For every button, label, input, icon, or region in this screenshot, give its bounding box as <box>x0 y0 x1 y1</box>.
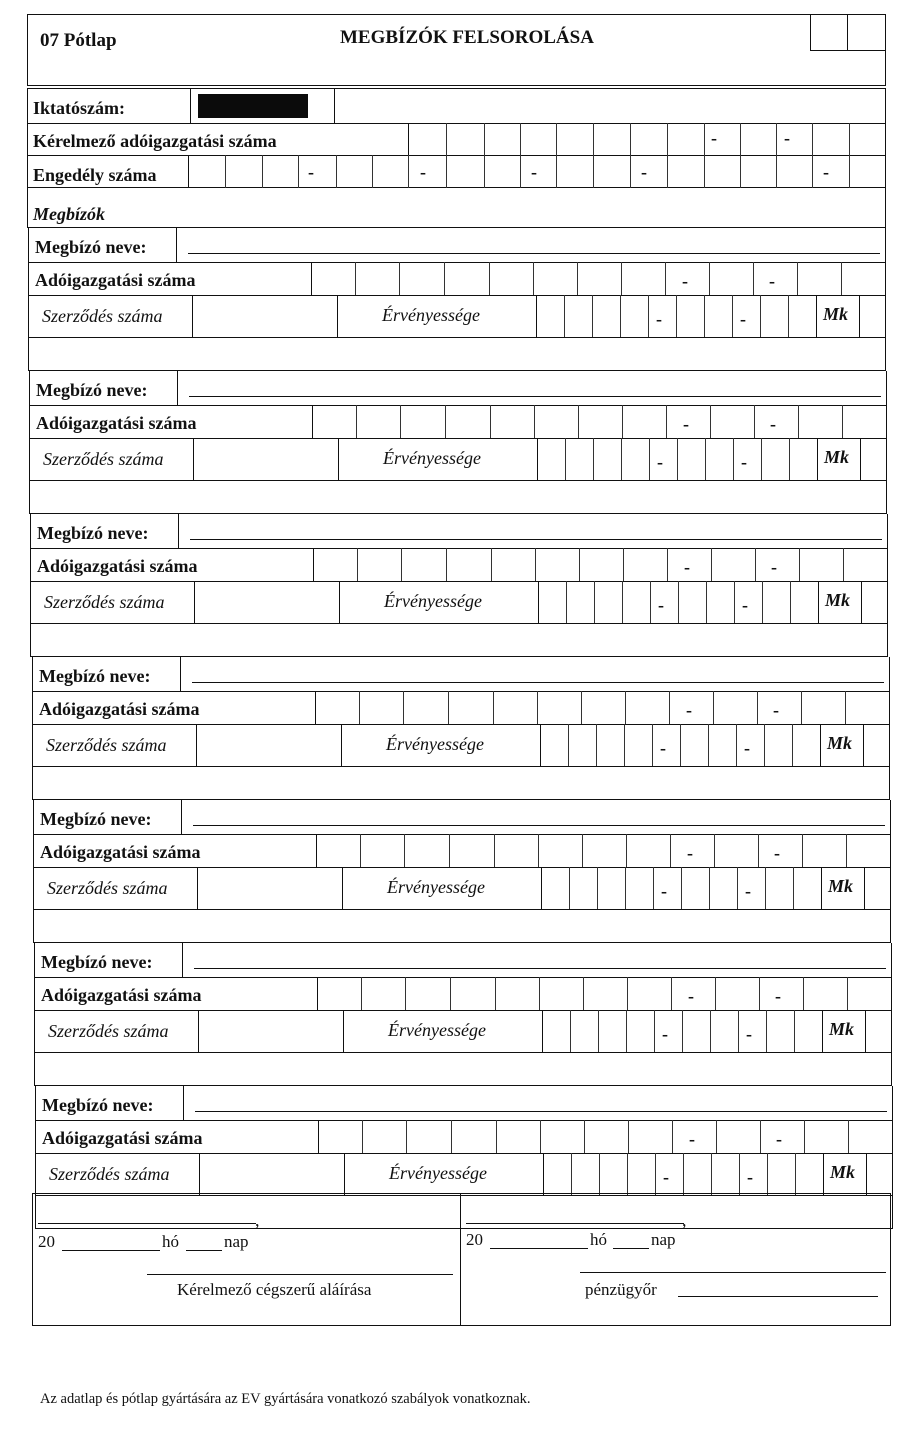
separator-dash: - <box>771 557 777 577</box>
cell-divider <box>820 724 821 766</box>
separator-dash: - <box>308 162 314 182</box>
separator-dash: - <box>662 1024 668 1044</box>
separator-dash: - <box>776 1129 782 1149</box>
separator-dash: - <box>686 700 692 720</box>
row-line <box>33 909 891 910</box>
principal-name-label: Megbízó neve: <box>42 1095 154 1115</box>
digit-divider <box>776 123 777 155</box>
separator-dash: - <box>770 414 776 434</box>
footer-note: Az adatlap és pótlap gyártására az EV gyártására vonatkozó szabályok vonatkoznak. <box>40 1391 531 1407</box>
officer-signature-line[interactable] <box>678 1296 878 1297</box>
separator-dash: - <box>689 1129 695 1149</box>
separator-dash: - <box>683 414 689 434</box>
tax-number-field[interactable] <box>312 263 884 294</box>
digit-divider <box>484 123 485 155</box>
header-code-box-1[interactable] <box>811 15 846 49</box>
left-month-field[interactable] <box>62 1250 160 1251</box>
form-title: MEGBÍZÓK FELSOROLÁSA <box>340 27 594 48</box>
principal-name-label: Megbízó neve: <box>35 237 147 257</box>
separator-dash: - <box>687 843 693 863</box>
row-line <box>34 1052 892 1053</box>
applicant-signature-caption: Kérelmező cégszerű aláírása <box>177 1280 372 1299</box>
mk-field[interactable] <box>860 296 884 336</box>
separator-dash: - <box>688 986 694 1006</box>
separator-dash: - <box>775 986 781 1006</box>
digit-divider <box>520 123 521 155</box>
iktatoszam-field[interactable] <box>191 89 333 122</box>
cell-divider <box>339 581 340 623</box>
separator-dash: - <box>744 738 750 758</box>
principal-name-field[interactable] <box>189 396 881 397</box>
contract-number-field[interactable] <box>193 296 336 336</box>
validity-date-field[interactable] <box>543 1011 822 1051</box>
digit-divider <box>740 155 741 188</box>
row-line <box>27 123 886 124</box>
validity-date-field[interactable] <box>544 1154 823 1194</box>
principal-name-label: Megbízó neve: <box>41 952 153 972</box>
mk-field[interactable] <box>866 1011 890 1051</box>
principal-name-field[interactable] <box>190 539 882 540</box>
cell-divider <box>822 1010 823 1052</box>
right-day-field[interactable] <box>613 1248 649 1249</box>
digit-divider <box>704 123 705 155</box>
left-place-line <box>38 1223 256 1224</box>
contract-number-label: Szerződés száma <box>42 306 163 326</box>
cell-divider <box>180 657 181 691</box>
form-code: 07 Pótlap <box>40 30 117 51</box>
right-date-prefix: 20 <box>466 1230 483 1249</box>
tax-number-label: Adóigazgatási száma <box>36 413 197 433</box>
mk-label: Mk <box>829 1019 855 1039</box>
separator-dash: - <box>656 309 662 329</box>
digit-divider <box>520 155 521 188</box>
tax-number-field[interactable] <box>313 406 885 437</box>
signature-box <box>32 1193 891 1326</box>
separator-dash: - <box>823 162 829 182</box>
mk-label: Mk <box>824 447 850 467</box>
applicant-signature-line[interactable] <box>147 1274 453 1275</box>
digit-divider <box>556 123 557 155</box>
digit-divider <box>740 123 741 155</box>
validity-date-field[interactable] <box>539 582 818 622</box>
iktatoszam-label: Iktatószám: <box>33 98 125 118</box>
kerelmezo-label: Kérelmező adóigazgatási száma <box>33 131 277 151</box>
row-line <box>29 480 887 481</box>
left-date-prefix: 20 <box>38 1232 55 1251</box>
separator-dash: - <box>769 271 775 291</box>
cell-divider <box>337 295 338 337</box>
separator-dash: - <box>747 1167 753 1187</box>
cell-divider <box>338 438 339 480</box>
mk-label: Mk <box>830 1162 856 1182</box>
contract-number-label: Szerződés száma <box>43 449 164 469</box>
principal-name-field[interactable] <box>193 825 885 826</box>
cell-divider <box>178 514 179 548</box>
section-title: Megbízók <box>33 204 105 224</box>
separator-dash: - <box>742 595 748 615</box>
cell-divider <box>343 1010 344 1052</box>
validity-label: Érvényessége <box>387 877 485 897</box>
principal-name-label: Megbízó neve: <box>40 809 152 829</box>
cell-divider <box>177 371 178 405</box>
section-title-box <box>27 188 886 228</box>
tax-number-label: Adóigazgatási száma <box>35 270 196 290</box>
separator-dash: - <box>663 1167 669 1187</box>
validity-date-field[interactable] <box>538 439 817 479</box>
digit-divider <box>225 155 226 188</box>
mk-label: Mk <box>827 733 853 753</box>
mk-field[interactable] <box>861 439 885 479</box>
mk-field[interactable] <box>865 868 889 908</box>
cell-divider <box>176 228 177 262</box>
principal-name-label: Megbízó neve: <box>39 666 151 686</box>
separator-dash: - <box>641 162 647 182</box>
validity-label: Érvényessége <box>389 1163 487 1183</box>
cell-divider <box>342 867 343 909</box>
separator-dash: - <box>746 1024 752 1044</box>
row-line <box>32 766 890 767</box>
tax-number-label: Adóigazgatási száma <box>41 985 202 1005</box>
contract-number-label: Szerződés száma <box>49 1164 170 1184</box>
right-place-line <box>466 1223 684 1224</box>
digit-divider <box>556 155 557 188</box>
officer-stamp-line[interactable] <box>580 1272 886 1273</box>
cell-divider <box>341 724 342 766</box>
separator-dash: - <box>774 843 780 863</box>
separator-dash: - <box>658 595 664 615</box>
contract-number-field[interactable] <box>194 439 337 479</box>
contract-number-field[interactable] <box>197 725 340 765</box>
digit-divider <box>849 123 850 155</box>
digit-divider <box>446 123 447 155</box>
left-day-label: nap <box>224 1232 249 1251</box>
validity-label: Érvényessége <box>383 448 481 468</box>
validity-label: Érvényessége <box>388 1020 486 1040</box>
right-day-label: nap <box>651 1230 676 1249</box>
separator-dash: - <box>420 162 426 182</box>
right-month-field[interactable] <box>490 1248 588 1249</box>
left-day-field[interactable] <box>186 1250 222 1251</box>
separator-dash: - <box>740 309 746 329</box>
header-code-box-2[interactable] <box>848 15 885 49</box>
validity-label: Érvényessége <box>384 591 482 611</box>
separator-dash: - <box>660 738 666 758</box>
digit-divider <box>262 155 263 188</box>
contract-number-label: Szerződés száma <box>48 1021 169 1041</box>
cell-divider <box>183 1086 184 1120</box>
left-month-label: hó <box>162 1232 179 1251</box>
digit-divider <box>593 123 594 155</box>
cell-divider <box>334 88 335 123</box>
digit-divider <box>630 123 631 155</box>
digit-divider <box>704 155 705 188</box>
cell-divider <box>181 800 182 834</box>
right-place-comma: , <box>682 1210 687 1230</box>
mk-label: Mk <box>823 304 849 324</box>
contract-number-field[interactable] <box>198 868 341 908</box>
separator-dash: - <box>784 128 790 148</box>
separator-dash: - <box>682 271 688 291</box>
digit-divider <box>593 155 594 188</box>
principal-name-field[interactable] <box>195 1111 887 1112</box>
tax-number-label: Adóigazgatási száma <box>37 556 198 576</box>
officer-caption: pénzügyőr <box>585 1280 657 1299</box>
digit-divider <box>408 155 409 188</box>
principal-name-field[interactable] <box>192 682 884 683</box>
tax-number-label: Adóigazgatási száma <box>42 1128 203 1148</box>
contract-number-field[interactable] <box>200 1154 343 1194</box>
digit-divider <box>812 155 813 188</box>
separator-dash: - <box>741 452 747 472</box>
principal-name-label: Megbízó neve: <box>36 380 148 400</box>
mk-field[interactable] <box>862 582 886 622</box>
digit-divider <box>630 155 631 188</box>
digit-divider <box>298 155 299 188</box>
digit-divider <box>446 155 447 188</box>
digit-divider <box>776 155 777 188</box>
separator-dash: - <box>661 881 667 901</box>
contract-number-label: Szerződés száma <box>44 592 165 612</box>
mk-field[interactable] <box>864 725 888 765</box>
validity-date-field[interactable] <box>542 868 821 908</box>
validity-date-field[interactable] <box>541 725 820 765</box>
digit-divider <box>372 155 373 188</box>
engedely-label: Engedély száma <box>33 165 157 185</box>
right-month-label: hó <box>590 1230 607 1249</box>
tax-number-field[interactable] <box>317 835 889 866</box>
contract-number-field[interactable] <box>195 582 338 622</box>
contract-number-label: Szerződés száma <box>46 735 167 755</box>
signature-divider <box>460 1193 461 1326</box>
row-line <box>30 623 888 624</box>
row-line <box>27 155 886 156</box>
validity-date-field[interactable] <box>537 296 816 336</box>
digit-divider <box>667 155 668 188</box>
header-box <box>27 14 886 86</box>
digit-divider <box>336 155 337 188</box>
tax-number-label: Adóigazgatási száma <box>40 842 201 862</box>
digit-divider <box>812 123 813 155</box>
tax-number-field[interactable] <box>318 978 890 1009</box>
separator-dash: - <box>531 162 537 182</box>
separator-dash: - <box>711 128 717 148</box>
mk-label: Mk <box>828 876 854 896</box>
cell-divider <box>823 1153 824 1195</box>
separator-dash: - <box>657 452 663 472</box>
principal-name-field[interactable] <box>188 253 880 254</box>
cell-divider <box>408 123 409 155</box>
validity-label: Érvényessége <box>382 305 480 325</box>
contract-number-field[interactable] <box>199 1011 342 1051</box>
cell-divider <box>821 867 822 909</box>
cell-divider <box>816 295 817 337</box>
cell-divider <box>817 438 818 480</box>
contract-number-label: Szerződés száma <box>47 878 168 898</box>
validity-label: Érvényessége <box>386 734 484 754</box>
left-place-comma: , <box>255 1210 260 1230</box>
principal-name-label: Megbízó neve: <box>37 523 149 543</box>
principal-name-field[interactable] <box>194 968 886 969</box>
row-line <box>28 337 886 338</box>
header-cell-bottom <box>810 50 886 51</box>
tax-number-label: Adóigazgatási száma <box>39 699 200 719</box>
digit-divider <box>849 155 850 188</box>
tax-number-field[interactable] <box>314 549 886 580</box>
mk-field[interactable] <box>867 1154 891 1194</box>
tax-number-field[interactable] <box>316 692 888 723</box>
mk-label: Mk <box>825 590 851 610</box>
cell-divider <box>188 155 189 188</box>
cell-divider <box>182 943 183 977</box>
cell-divider <box>818 581 819 623</box>
separator-dash: - <box>773 700 779 720</box>
tax-number-field[interactable] <box>319 1121 891 1152</box>
separator-dash: - <box>684 557 690 577</box>
cell-divider <box>344 1153 345 1195</box>
digit-divider <box>484 155 485 188</box>
digit-divider <box>667 123 668 155</box>
separator-dash: - <box>745 881 751 901</box>
